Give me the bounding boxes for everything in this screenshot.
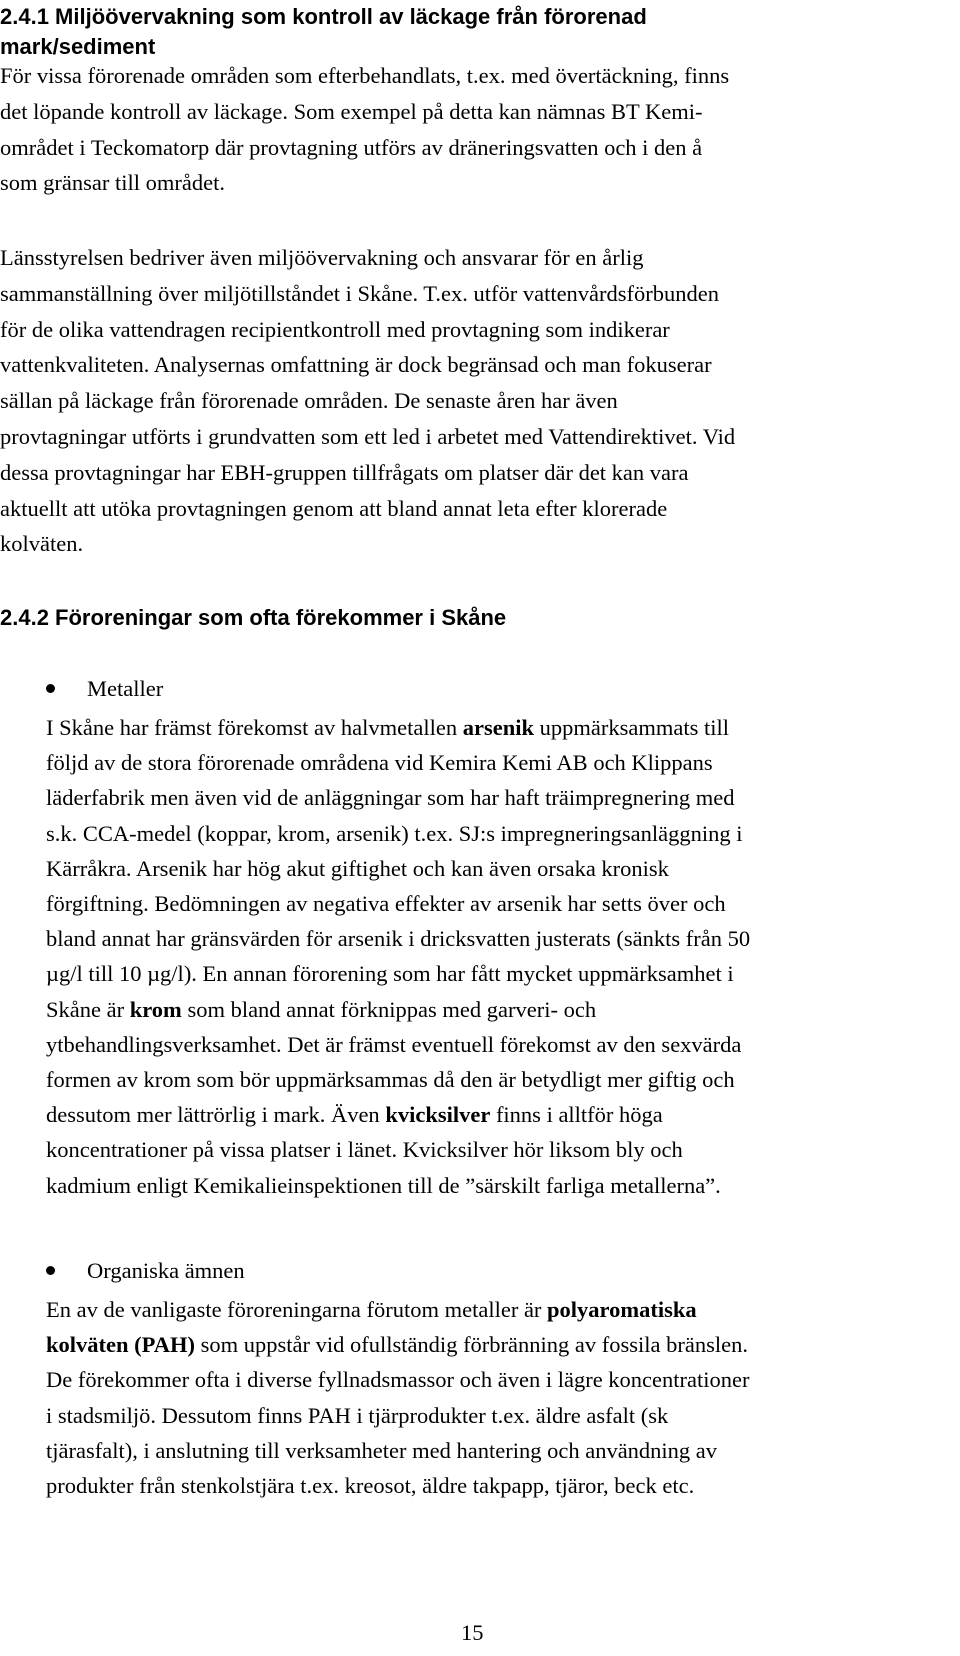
bold-term-polyaromatiska: polyaromatiska [547, 1297, 697, 1322]
bullet-dot-icon [46, 684, 55, 693]
text-line: sammanställning över miljötillståndet i Skåne. T.ex. utför vattenvårdsförbunden [0, 280, 720, 306]
text-line: ytbehandlingsverksamhet. Det är främst eventuell förekomst av den sexvärda [46, 1031, 742, 1057]
page-number: 15 [461, 1620, 484, 1645]
text-line: det löpande kontroll av läckage. Som exempel på detta kan nämnas BT Kemi- [0, 98, 703, 124]
text-line: Länsstyrelsen bedriver även miljöövervakning och ansvarar för en årlig [0, 245, 644, 270]
text-line: Skåne är krom som bland annat förknippas med garveri- och [46, 996, 597, 1022]
text-line: som gränsar till området. [0, 170, 225, 196]
text-line: dessa provtagningar har EBH-gruppen tillfrågats om platser där det kan vara [0, 459, 689, 485]
heading-line: mark/sediment [0, 34, 156, 59]
text-line: koncentrationer på vissa platser i länet. Kvicksilver hör liksom bly och [46, 1137, 683, 1163]
bold-term-kolvaten-pah: kolväten (PAH) [46, 1332, 195, 1358]
text-line: provtagningar utförts i grundvatten som ett led i arbetet med Vattendirektivet. Vid [0, 423, 736, 449]
organiska-paragraph [46, 1292, 750, 1503]
intro-paragraph [0, 58, 729, 201]
bold-term-krom: krom [129, 996, 182, 1022]
text-line: formen av krom som bör uppmärksammas då den är betydligt mer giftig och [46, 1067, 735, 1093]
heading-line: 2.4.1 Miljöövervakning som kontroll av läckage från förorenad [0, 4, 647, 29]
bullet-label: Organiska ämnen [87, 1258, 245, 1283]
lansstyrelsen-paragraph [0, 240, 735, 562]
text-line: För vissa förorenade områden som efterbehandlats, t.ex. med övertäckning, finns [0, 63, 730, 88]
text-line: kadmium enligt Kemikalieinspektionen till de ”särskilt farliga metallerna”. [46, 1172, 721, 1198]
text-line: tjärasfalt), i anslutning till verksamheter med hantering och användning av [46, 1437, 718, 1463]
text-line: bland annat har gränsvärden för arsenik i dricksvatten justerats (sänkts från 50 [46, 926, 751, 952]
text-line: vattenkvaliteten. Analysernas omfattning är dock begränsad och man fokuserar [0, 352, 712, 378]
text-line: produkter från stenkolstjära t.ex. kreosot, äldre takpapp, tjäror, beck etc. [46, 1473, 695, 1499]
text-line: I Skåne har främst förekomst av halvmetallen arsenik uppmärksammats till [46, 715, 729, 740]
text-line: dessutom mer lättrörlig i mark. Även kvicksilver finns i alltför höga [46, 1102, 663, 1128]
text-line: förgiftning. Bedömningen av negativa effekter av arsenik har setts över och [46, 891, 726, 917]
bold-term-arsenik: arsenik [462, 715, 534, 740]
text-line: läderfabrik men även vid de anläggningar som har haft träimpregnering med [46, 785, 735, 811]
text-line: området i Teckomatorp där provtagning utförs av dräneringsvatten och i den å [0, 134, 703, 160]
text-line: i stadsmiljö. Dessutom finns PAH i tjärprodukter t.ex. äldre asfalt (sk [46, 1402, 669, 1428]
bullet-label: Metaller [87, 676, 164, 701]
text-line: s.k. CCA-medel (koppar, krom, arsenik) t.ex. SJ:s impregneringsanläggning i [46, 820, 743, 846]
text-line: sällan på läckage från förorenade områden. De senaste åren har även [0, 388, 618, 414]
text-line: för de olika vattendragen recipientkontroll med provtagning som indikerar [0, 316, 670, 342]
text-line: Kärråkra. Arsenik har hög akut giftighet och kan även orsaka kronisk [46, 855, 669, 881]
text-line: aktuellt att utöka provtagningen genom att bland annat leta efter klorerade [0, 495, 668, 521]
text-line: En av de vanligaste föroreningarna förutom metaller är polyaromatiska [46, 1297, 697, 1322]
text-line: följd av de stora förorenade områdena vid Kemira Kemi AB och Klippans [46, 750, 713, 776]
section-heading-2-4-1 [0, 2, 900, 62]
bold-term-kvicksilver: kvicksilver [385, 1102, 491, 1128]
bullet-dot-icon [46, 1266, 55, 1275]
section-heading-2-4-2: 2.4.2 Föroreningar som ofta förekommer i Skåne [0, 605, 507, 630]
text-line: kolväten. [0, 531, 84, 557]
text-line: µg/l till 10 µg/l). En annan förorening som har fått mycket uppmärksamhet i [46, 961, 734, 987]
metaller-paragraph [46, 710, 750, 1203]
text-line: kolväten (PAH) som uppstår vid ofullständig förbränning av fossila bränslen. [46, 1332, 748, 1358]
text-line: De förekommer ofta i diverse fyllnadsmassor och även i lägre koncentrationer [46, 1367, 750, 1393]
